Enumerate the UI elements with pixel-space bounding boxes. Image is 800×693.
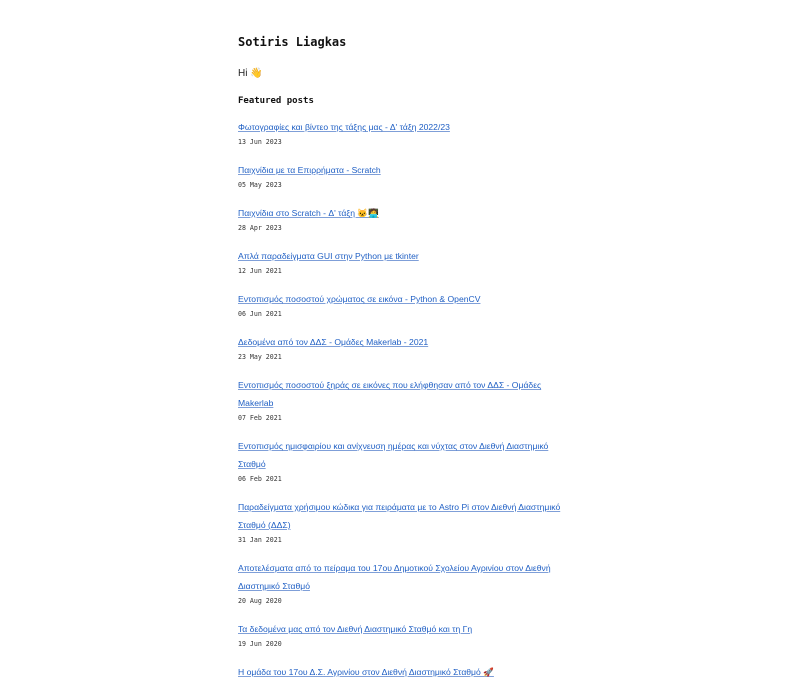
featured-posts-heading: Featured posts	[238, 96, 314, 106]
post-date: 06 Jun 2021	[238, 310, 282, 318]
post-item	[238, 289, 578, 319]
post-link[interactable]: Εντοπισμός ποσοστού ξηράς σε εικόνες που ελήφθησαν από τον ΔΔΣ - Ομάδες Makerlab	[238, 380, 542, 408]
featured-posts-list	[238, 117, 578, 680]
post-item	[238, 558, 578, 606]
post-link[interactable]: Δεδομένα από τον ΔΔΣ - Ομάδες Makerlab - 2021	[238, 337, 429, 347]
post-link[interactable]: Εντοπισμός ημισφαιρίου και ανίχνευση ημέρας και νύχτας στον Διεθνή Διαστημικό Σταθμό	[238, 441, 549, 469]
post-link[interactable]: Φωτογραφίες και βίντεο της τάξης μας - Δ' τάξη 2022/23	[238, 122, 450, 132]
post-item	[238, 117, 578, 147]
post-date: 20 Aug 2020	[238, 597, 282, 605]
post-item	[238, 160, 578, 190]
post-item	[238, 662, 578, 680]
post-date: 07 Feb 2021	[238, 414, 282, 422]
post-date: 12 Jun 2021	[238, 267, 282, 275]
post-date: 23 May 2021	[238, 353, 282, 361]
post-date: 05 May 2023	[238, 181, 282, 189]
post-link[interactable]: Η ομάδα του 17ου Δ.Σ. Αγρινίου στον Διεθνή Διαστημικό Σταθμό 🚀	[238, 667, 494, 677]
post-item	[238, 375, 578, 423]
post-item	[238, 203, 578, 233]
post-link[interactable]: Παιχνίδια με τα Επιρρήματα - Scratch	[238, 165, 381, 175]
post-date: 19 Jun 2020	[238, 640, 282, 648]
post-link[interactable]: Απλά παραδείγματα GUI στην Python με tkinter	[238, 251, 419, 261]
post-link[interactable]: Εντοπισμός ποσοστού χρώματος σε εικόνα - Python & OpenCV	[238, 294, 481, 304]
post-link[interactable]: Παιχνίδια στο Scratch - Δ' τάξη 🐱🧑‍💻	[238, 208, 379, 218]
post-item	[238, 436, 578, 484]
post-link[interactable]: Τα δεδομένα μας από τον Διεθνή Διαστημικό Σταθμό και τη Γη	[238, 624, 473, 634]
post-item	[238, 332, 578, 362]
greeting-text: Hi 👋	[238, 68, 263, 79]
post-date: 13 Jun 2023	[238, 138, 282, 146]
post-date: 06 Feb 2021	[238, 475, 282, 483]
post-item	[238, 497, 578, 545]
page-content	[238, 34, 578, 693]
post-link[interactable]: Παραδείγματα χρήσιμου κώδικα για πειράματα με το Astro Pi στον Διεθνή Διαστημικό Σταθμό (ΔΔΣ)	[238, 502, 561, 530]
post-date: 31 Jan 2021	[238, 536, 282, 544]
post-date: 28 Apr 2023	[238, 224, 282, 232]
post-link[interactable]: Αποτελέσματα από το πείραμα του 17ου Δημοτικού Σχολείου Αγρινίου στον Διεθνή Διαστημικό Σταθμό	[238, 563, 551, 591]
post-item	[238, 619, 578, 649]
post-item	[238, 246, 578, 276]
site-title[interactable]: Sotiris Liagkas	[238, 35, 347, 49]
